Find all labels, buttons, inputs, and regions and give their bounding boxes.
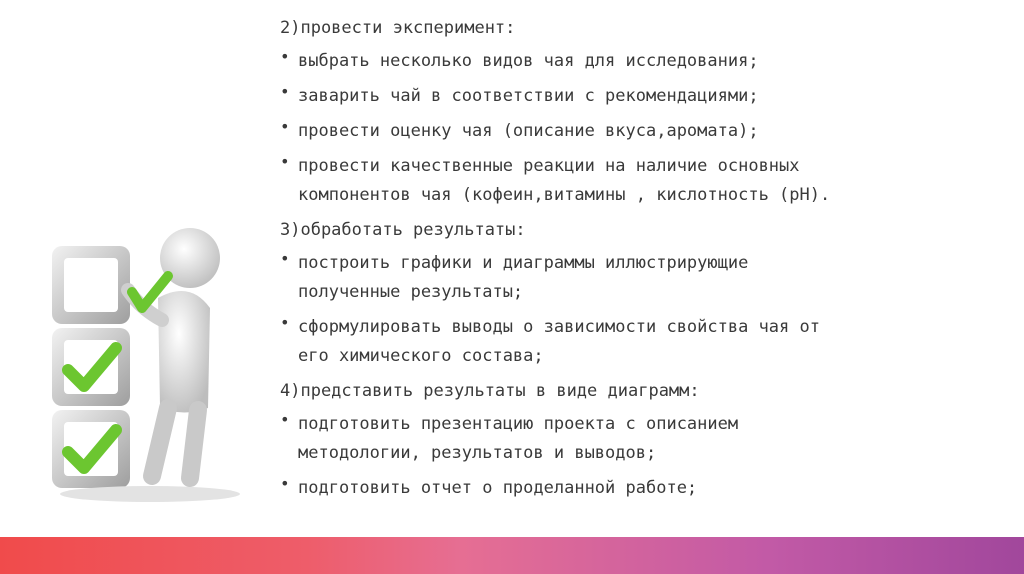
list-item-text: подготовить презентацию проекта с описанием методологии, результатов и выводов;	[298, 414, 739, 463]
checkbox-middle-icon	[52, 328, 130, 406]
bullet-marker: •	[280, 82, 290, 101]
list-item	[280, 313, 1000, 371]
bullet-marker: •	[280, 117, 290, 136]
list-item-text: провести качественные реакции на наличие основных компонентов чая (кофеин,витамины , кислотность (pH).	[298, 156, 831, 205]
bullet-marker: •	[280, 474, 290, 493]
person-figure-icon	[128, 228, 220, 478]
content-list	[280, 8, 1000, 509]
bullet-marker: •	[280, 410, 290, 429]
list-item-text: построить графики и диаграммы иллюстрирующие полученные результаты;	[298, 253, 749, 302]
list-item-text: подготовить отчет о проделанной работе;	[298, 478, 698, 498]
list-item-text: провести оценку чая (описание вкуса,аромата);	[298, 121, 759, 141]
list-item	[280, 47, 1000, 76]
section-heading: 2)провести эксперимент:	[280, 18, 516, 38]
bullet-marker: •	[280, 313, 290, 332]
figure-with-checklist-icon	[40, 228, 250, 518]
checkbox-top-icon	[52, 246, 130, 324]
list-item-text: сформулировать выводы о зависимости свойства чая от его химического состава;	[298, 317, 820, 366]
section-heading: 3)обработать результаты:	[280, 220, 526, 240]
checkbox-bottom-icon	[52, 410, 130, 488]
list-item	[280, 249, 1000, 307]
section-heading: 4)представить результаты в виде диаграмм:	[280, 381, 700, 401]
list-item-text: выбрать несколько видов чая для исследования;	[298, 51, 759, 71]
list-item	[280, 410, 1000, 468]
bullet-marker: •	[280, 249, 290, 268]
list-item-text: заварить чай в соответствии с рекомендациями;	[298, 86, 759, 106]
bullet-marker: •	[280, 47, 290, 66]
list-item	[280, 82, 1000, 111]
list-item	[280, 474, 1000, 503]
bottom-gradient-bar	[0, 537, 1024, 574]
bullet-marker: •	[280, 152, 290, 171]
list-item	[280, 152, 1000, 210]
list-item	[280, 117, 1000, 146]
